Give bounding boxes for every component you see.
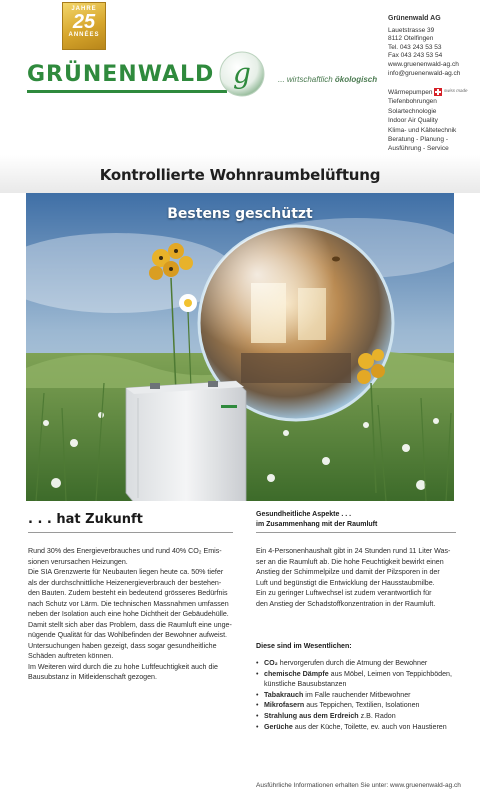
left-column-text — [28, 546, 240, 683]
swiss-cross-icon — [434, 88, 442, 96]
footer-note: Ausführliche Informationen erhalten Sie unter: www.gruenenwald-ag.ch — [256, 782, 461, 789]
tagline-bold: ökologisch — [334, 75, 378, 84]
right-column-heading — [256, 510, 377, 530]
list-item-text: aus Möbel, Leimen von Teppichböden, — [328, 669, 452, 678]
right-heading-line: im Zusammenhang mit der Raumluft — [256, 521, 378, 528]
list-item-continuation: künstliche Bausubstanzen — [264, 680, 347, 689]
list-item-term: Tabakrauch — [264, 690, 304, 699]
list-item — [256, 700, 461, 711]
brand-g-letter: g — [233, 57, 251, 90]
contact-address: Lauetstrasse 39 — [388, 26, 435, 34]
contact-phone: Tel. 043 243 53 53 — [388, 43, 442, 51]
text-line: den Bauten. Zudem besteht ein bedeutend grösseres Bedürfnis — [28, 589, 228, 597]
service-item: Tiefenbohrungen — [388, 98, 437, 106]
service-item: Klima- und Kältetechnik — [388, 126, 457, 134]
text-line: ser an die Raumluft ab. Die hohe Feuchtigkeit bewirkt einen — [256, 557, 444, 566]
contact-fax: Fax 043 243 53 54 — [388, 52, 443, 60]
service-item: Beratung - Planung - — [388, 136, 448, 144]
badge-number: 25 — [72, 11, 96, 33]
text-line: Ein 4-Personenhaushalt gibt in 24 Stunden rund 11 Liter Was- — [256, 547, 451, 555]
text-line: Schäden auftreten können. — [28, 652, 114, 660]
text-line: Bausubstanz in Mitleidenschaft gezogen. — [28, 673, 157, 681]
text-line: Untersuchungen haben gezeigt, dass sogar gesundheitliche — [28, 641, 217, 650]
list-item — [256, 658, 461, 669]
text-line: Die SIA Grenzwerte für Neubauten liegen heute ca. 50% tiefer — [28, 568, 224, 576]
text-line: Anstieg der Schimmelpilze und damit der Pilzsporen in der — [256, 568, 440, 576]
anniversary-badge — [62, 2, 106, 50]
hero-subheadline: Bestens geschützt — [167, 206, 313, 222]
list-item — [256, 711, 461, 722]
brand-underline — [27, 90, 227, 93]
company-name: Grünenwald AG — [388, 15, 441, 22]
right-divider — [256, 532, 456, 533]
text-line: als der durchschnittliche Heizenergieverbrauch der bestehen- — [28, 578, 222, 587]
text-line: nach Schutz vor Lärm. Die technischen Massnahmen umfassen — [28, 599, 229, 608]
pollutant-list-heading: Diese sind im Wesentlichen: — [256, 642, 352, 650]
list-item-term: CO₂ — [264, 659, 278, 667]
brand-tagline — [278, 75, 377, 84]
list-item-text: z.B. Radon — [358, 711, 396, 720]
list-item-term: Mikrofasern — [264, 701, 305, 710]
text-line: neben der Isolation auch eine hohe Dichtheit der Gebäudehülle. — [28, 610, 229, 618]
service-item: Indoor Air Quality — [388, 117, 438, 125]
list-item-term: Gerüche — [264, 722, 293, 731]
service-item: Solartechnologie — [388, 107, 437, 115]
list-item — [256, 690, 461, 701]
text-line: Damit stellt sich aber das Problem, dass die Raumluft eine unge- — [28, 620, 232, 629]
text-line: sionen verursachen Heizungen. — [28, 557, 128, 566]
badge-bottom-label: ANNÉES — [68, 32, 100, 38]
hero-image — [26, 193, 454, 501]
contact-city: 8112 Otelfingen — [388, 35, 434, 43]
brand-g-logo-icon — [218, 50, 266, 98]
text-line: Ein zu geringer Luftwechsel ist zudem verantwortlich für — [256, 589, 432, 597]
contact-website-link[interactable]: www.gruenenwald-ag.ch — [388, 60, 459, 68]
text-line: Luft und begünstigt die Entwicklung der Hausstaubmilbe. — [256, 578, 435, 587]
pollutant-list — [256, 658, 461, 732]
list-item-text: aus Teppichen, Textilien, Isolationen — [304, 701, 420, 710]
tagline-prefix: ... wirtschaftlich — [278, 75, 335, 84]
services-list — [388, 88, 456, 154]
badge-top-label: JAHRE — [71, 6, 97, 12]
text-line: den Anstieg der Schadstoffkonzentration in der Raumluft. — [256, 599, 436, 608]
list-item-text: hervorgerufen durch die Atmung der Bewohner — [277, 659, 428, 667]
text-line: Rund 30% des Energieverbrauches und rund 40% CO₂ Emis- — [28, 547, 222, 555]
left-column-heading: . . . hat Zukunft — [28, 512, 143, 527]
list-item-term: Strahlung aus dem Erdreich — [264, 711, 359, 720]
list-item — [256, 722, 461, 733]
swiss-made-label: swiss made — [444, 88, 468, 93]
text-line: nügende Qualität für das Wohlbefinden der Bewohner aufweist. — [28, 631, 228, 639]
list-item — [256, 669, 461, 690]
hero-illustration — [26, 193, 454, 501]
list-item-text: aus der Küche, Toilette, ev. auch von Haustieren — [292, 722, 447, 731]
list-item-text: im Falle rauchender Mitbewohner — [303, 690, 411, 699]
contact-block — [388, 15, 460, 78]
list-item-term: chemische Dämpfe — [264, 669, 329, 678]
brand-logo-wordmark: GRÜNENWALD — [27, 62, 215, 87]
page-title: Kontrollierte Wohnraumbelüftung — [99, 166, 381, 184]
service-item: Ausführung - Service — [388, 145, 449, 153]
text-line: Im Weiteren wird durch die zu hohe Luftfeuchtigkeit auch die — [28, 662, 218, 671]
service-item: Wärmepumpen — [388, 89, 433, 96]
left-divider — [28, 532, 233, 533]
right-column-text — [256, 546, 461, 609]
contact-email-link[interactable]: info@gruenenwald-ag.ch — [388, 69, 461, 77]
right-heading-line: Gesundheitliche Aspekte . . . — [256, 511, 352, 518]
